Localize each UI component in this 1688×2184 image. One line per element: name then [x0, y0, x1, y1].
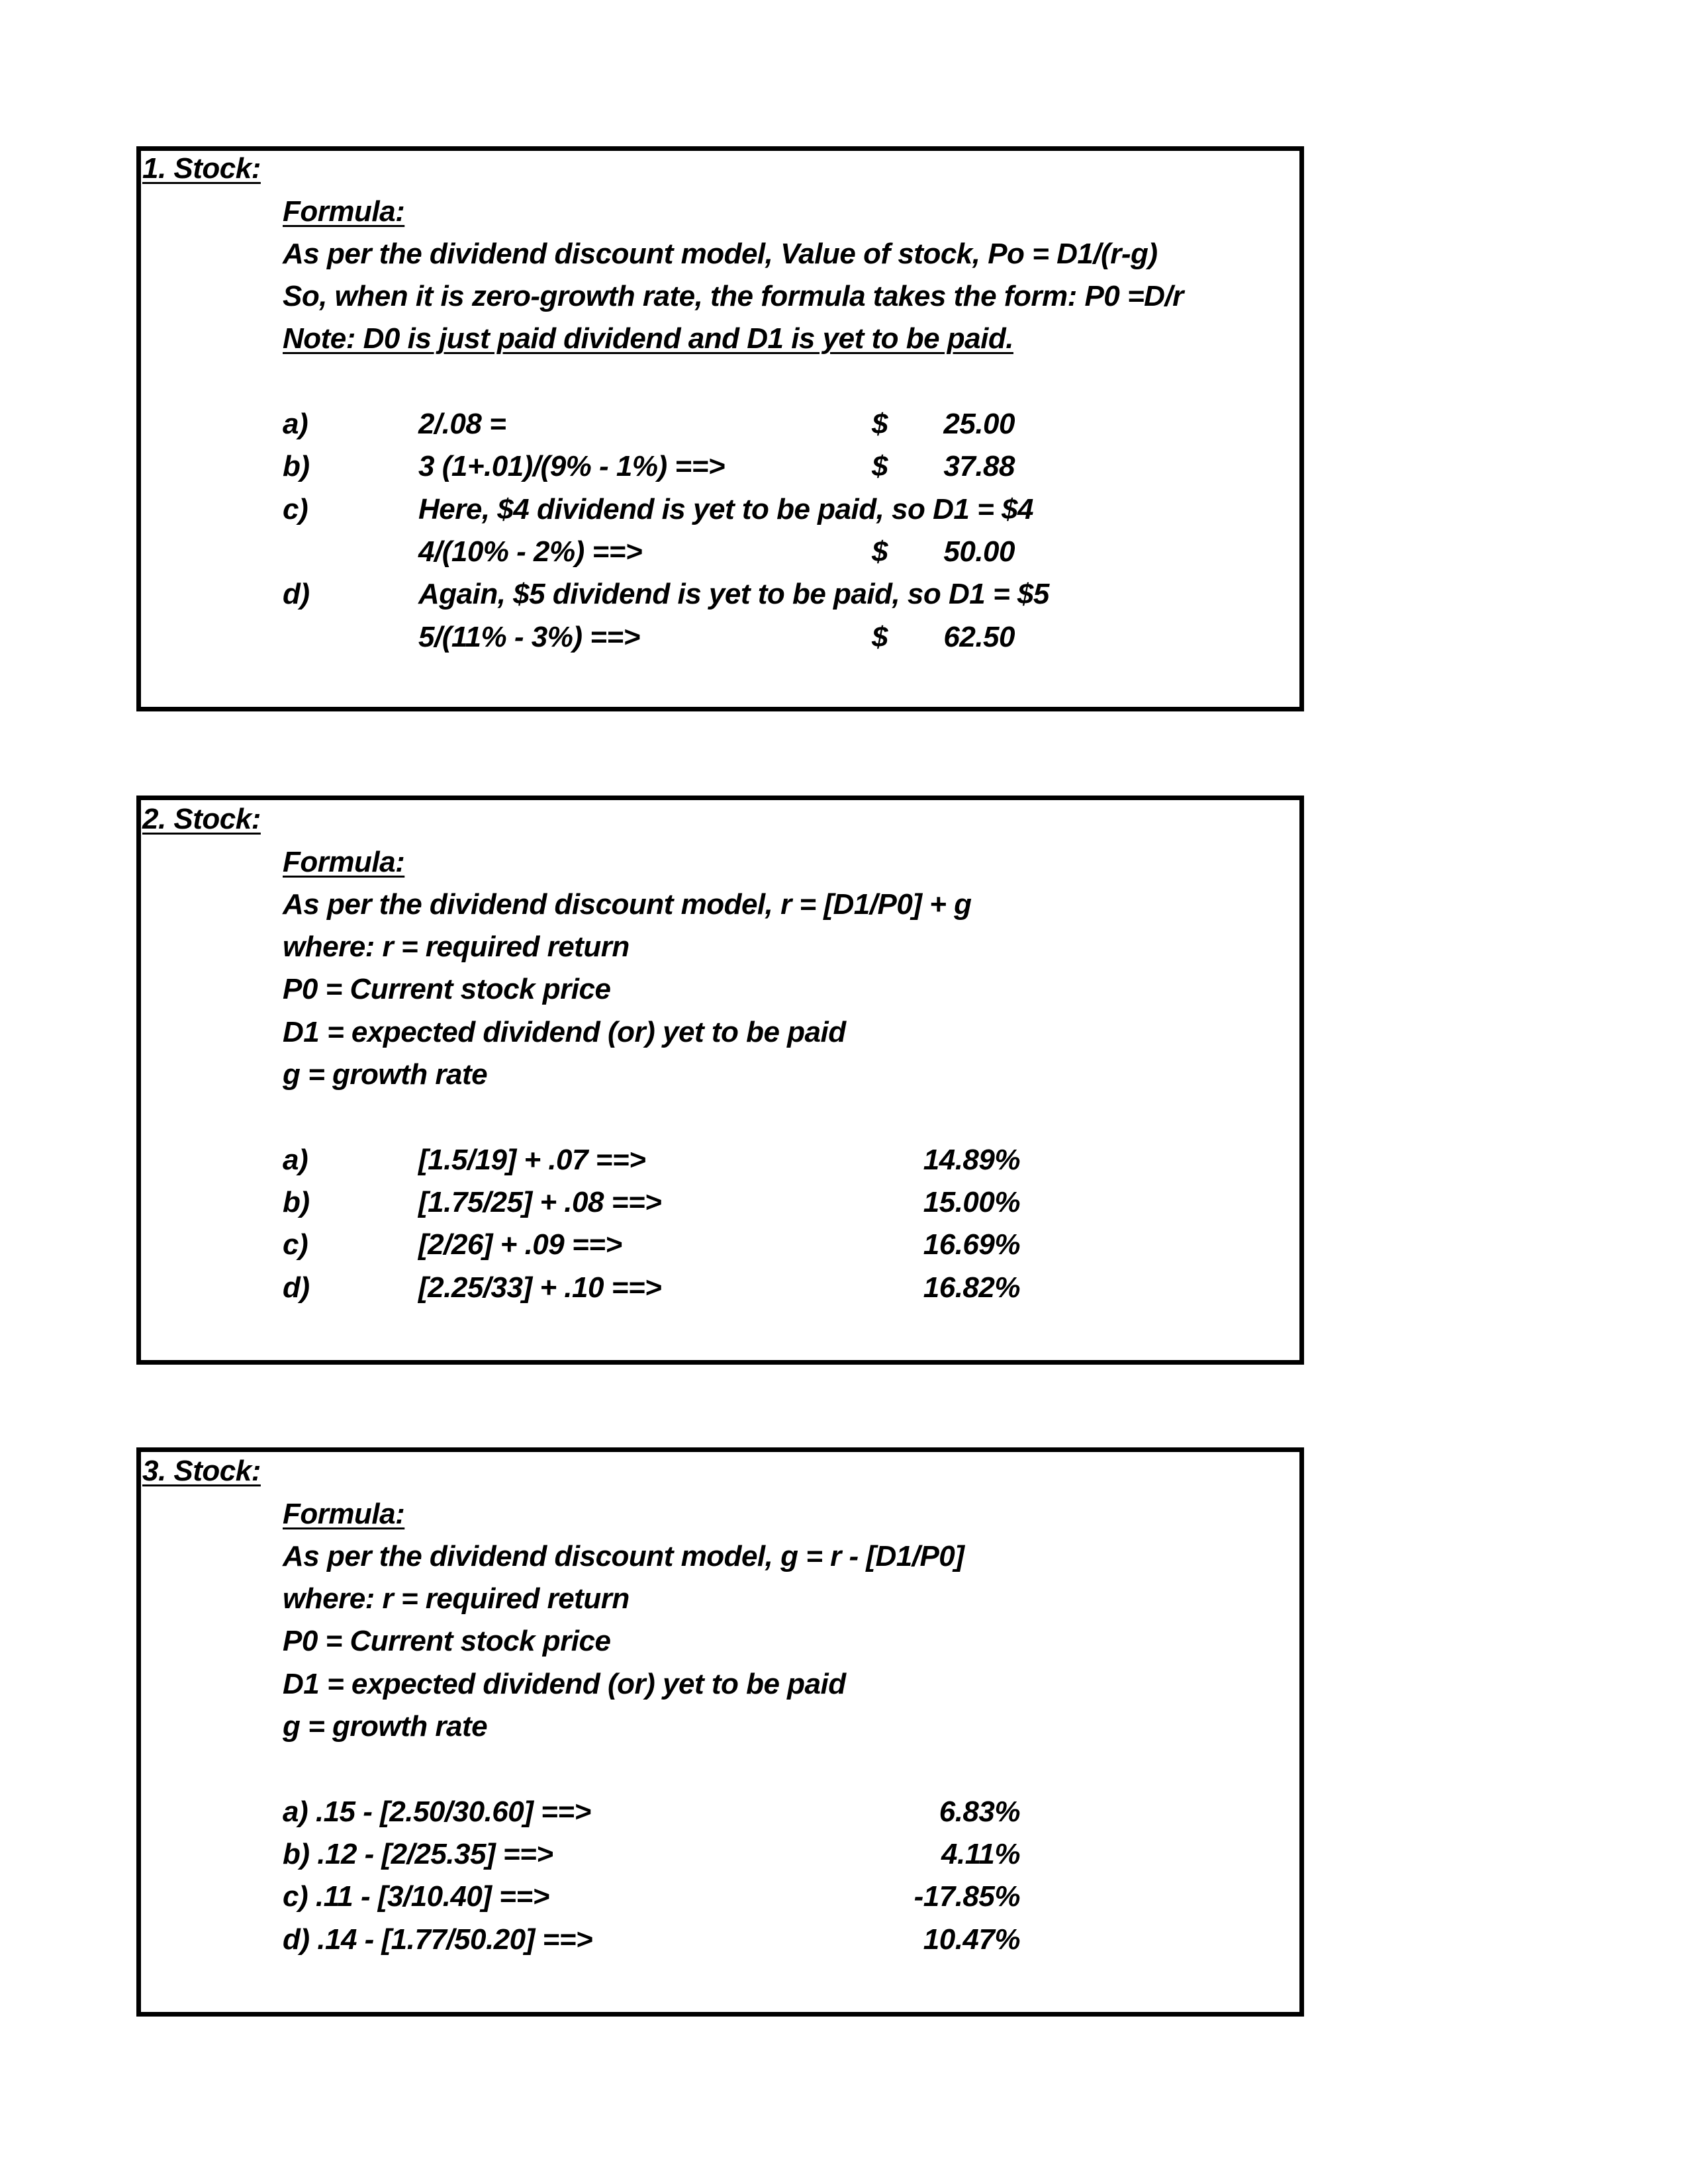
- note: Note: D0 is just paid dividend and D1 is yet to be paid.: [283, 322, 1013, 355]
- formula-line: D1 = expected dividend (or) yet to be paid: [283, 1016, 846, 1048]
- row-label: b): [283, 450, 310, 482]
- formula-line: g = growth rate: [283, 1058, 488, 1091]
- row-expression: c) .11 - [3/10.40] ==>: [283, 1880, 549, 1913]
- section-title: 2. Stock:: [142, 803, 261, 835]
- currency-symbol: $: [872, 621, 888, 653]
- currency-symbol: $: [872, 450, 888, 482]
- row-expression: [1.75/25] + .08 ==>: [418, 1186, 662, 1218]
- formula-line: P0 = Current stock price: [283, 973, 611, 1005]
- row-expression: [1.5/19] + .07 ==>: [418, 1144, 646, 1176]
- row-value: 10.47%: [923, 1923, 1020, 1956]
- row-value: -17.85%: [914, 1880, 1020, 1913]
- row-expression: [2/26] + .09 ==>: [418, 1228, 622, 1261]
- formula-line: As per the dividend discount model, r = [D1/P0] + g: [283, 888, 972, 921]
- row-expression: a) .15 - [2.50/30.60] ==>: [283, 1796, 591, 1828]
- row-value: 50.00: [943, 535, 1015, 568]
- formula-label: Formula:: [283, 846, 405, 878]
- row-label: d): [283, 578, 310, 610]
- formula-line: where: r = required return: [283, 1582, 630, 1615]
- row-expression: [2.25/33] + .10 ==>: [418, 1271, 662, 1304]
- row-label: c): [283, 493, 308, 525]
- row-label: b): [283, 1186, 310, 1218]
- section-title: 3. Stock:: [142, 1455, 261, 1487]
- formula-label: Formula:: [283, 1498, 405, 1530]
- row-value: 6.83%: [939, 1796, 1020, 1828]
- formula-line: As per the dividend discount model, Value of stock, Po = D1/(r-g): [283, 238, 1158, 270]
- row-expression: Again, $5 dividend is yet to be paid, so D1 = $5: [418, 578, 1049, 610]
- row-expression: d) .14 - [1.77/50.20] ==>: [283, 1923, 593, 1956]
- row-label: d): [283, 1271, 310, 1304]
- currency-symbol: $: [872, 535, 888, 568]
- section-1-box: [136, 146, 1304, 711]
- row-value: 37.88: [943, 450, 1015, 482]
- row-value: 15.00%: [923, 1186, 1020, 1218]
- formula-line: D1 = expected dividend (or) yet to be paid: [283, 1668, 846, 1700]
- row-expression: Here, $4 dividend is yet to be paid, so D1 = $4: [418, 493, 1033, 525]
- row-label: a): [283, 1144, 308, 1176]
- row-value: 14.89%: [923, 1144, 1020, 1176]
- formula-line: where: r = required return: [283, 931, 630, 963]
- section-title: 1. Stock:: [142, 152, 261, 185]
- formula-line: P0 = Current stock price: [283, 1625, 611, 1657]
- currency-symbol: $: [872, 408, 888, 440]
- row-expression: 3 (1+.01)/(9% - 1%) ==>: [418, 450, 725, 482]
- row-expression: 5/(11% - 3%) ==>: [418, 621, 640, 653]
- formula-line: As per the dividend discount model, g = r - [D1/P0]: [283, 1540, 964, 1572]
- row-value: 25.00: [943, 408, 1015, 440]
- formula-line: So, when it is zero-growth rate, the formula takes the form: P0 =D/r: [283, 280, 1184, 312]
- row-label: a): [283, 408, 308, 440]
- row-expression: 2/.08 =: [418, 408, 506, 440]
- formula-label: Formula:: [283, 195, 405, 228]
- row-value: 16.69%: [923, 1228, 1020, 1261]
- row-expression: 4/(10% - 2%) ==>: [418, 535, 643, 568]
- row-value: 62.50: [943, 621, 1015, 653]
- row-expression: b) .12 - [2/25.35] ==>: [283, 1838, 553, 1870]
- row-value: 16.82%: [923, 1271, 1020, 1304]
- section-3-box: [136, 1447, 1304, 2017]
- row-value: 4.11%: [941, 1838, 1020, 1870]
- section-2-box: [136, 796, 1304, 1365]
- formula-line: g = growth rate: [283, 1710, 488, 1743]
- row-label: c): [283, 1228, 308, 1261]
